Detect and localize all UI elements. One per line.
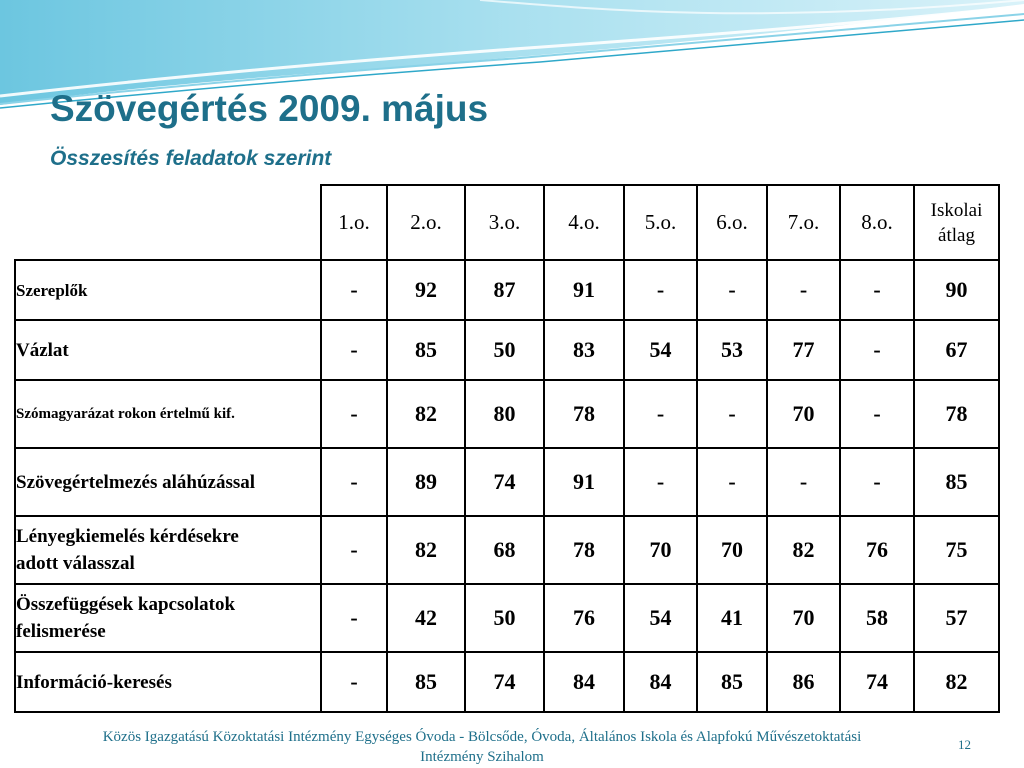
average-cell: 85 xyxy=(914,448,999,516)
table-cell: 84 xyxy=(544,652,624,712)
table-cell: 70 xyxy=(767,380,840,448)
col-header: 5.o. xyxy=(624,185,697,260)
row-label-line: Szómagyarázat rokon értelmű kif. xyxy=(16,405,235,422)
table-cell: - xyxy=(840,320,914,380)
table-cell: 84 xyxy=(624,652,697,712)
table-cell: - xyxy=(767,260,840,320)
table-cell: 78 xyxy=(544,516,624,584)
table-cell: 54 xyxy=(624,320,697,380)
table-row xyxy=(15,380,999,448)
row-label xyxy=(15,652,321,712)
table-cell: - xyxy=(321,516,387,584)
table-cell: 74 xyxy=(840,652,914,712)
row-label-line: Lényegkiemelés kérdésekre xyxy=(16,526,239,547)
average-cell: 57 xyxy=(914,584,999,652)
table-cell: - xyxy=(321,448,387,516)
table-cell: 50 xyxy=(465,584,544,652)
table-cell: 50 xyxy=(465,320,544,380)
col-header: 1.o. xyxy=(321,185,387,260)
table-cell: 42 xyxy=(387,584,465,652)
col-header: 8.o. xyxy=(840,185,914,260)
table-cell: - xyxy=(840,448,914,516)
table-corner-cell xyxy=(15,185,321,260)
table-cell: - xyxy=(767,448,840,516)
table-row xyxy=(15,584,999,652)
table-row xyxy=(15,448,999,516)
average-cell: 82 xyxy=(914,652,999,712)
table-cell: - xyxy=(697,260,767,320)
table-header-row xyxy=(15,185,999,260)
table-cell: 77 xyxy=(767,320,840,380)
row-label-line: Összefüggések kapcsolatok xyxy=(16,594,236,615)
table-cell: 80 xyxy=(465,380,544,448)
row-label xyxy=(15,584,321,652)
page-subtitle: Összesítés feladatok szerint xyxy=(50,147,332,170)
table-cell: 85 xyxy=(697,652,767,712)
table-cell: - xyxy=(840,260,914,320)
table-row xyxy=(15,516,999,584)
table-row xyxy=(15,320,999,380)
table-cell: - xyxy=(697,448,767,516)
row-label xyxy=(15,320,321,380)
row-label-line: Szövegértelmezés aláhúzással xyxy=(16,471,256,493)
col-header: 3.o. xyxy=(465,185,544,260)
col-header: 4.o. xyxy=(544,185,624,260)
table-cell: 70 xyxy=(767,584,840,652)
footer-line: Közös Igazgatású Közoktatási Intézmény Egységes Óvoda - Bölcsőde, Óvoda, Általános Iskola és Alapfokú Művészetoktatási xyxy=(102,729,862,745)
footer-institution xyxy=(10,727,954,767)
table-cell: 70 xyxy=(697,516,767,584)
table-cell: - xyxy=(321,320,387,380)
col-header: 6.o. xyxy=(697,185,767,260)
col-header-average xyxy=(914,185,999,260)
row-label-line: Szereplők xyxy=(16,280,88,300)
table-row xyxy=(15,260,999,320)
table-cell: - xyxy=(321,380,387,448)
table-cell: 54 xyxy=(624,584,697,652)
table-cell: - xyxy=(624,380,697,448)
table-cell: 82 xyxy=(767,516,840,584)
table-cell: 89 xyxy=(387,448,465,516)
table-cell: - xyxy=(321,584,387,652)
avg-header-line: Iskolai xyxy=(930,199,983,221)
table-cell: - xyxy=(840,380,914,448)
table-cell: - xyxy=(321,652,387,712)
row-label-line: Vázlat xyxy=(16,339,69,361)
footer-line: Intézmény Szihalom xyxy=(420,749,544,765)
table-cell: 87 xyxy=(465,260,544,320)
table-cell: 86 xyxy=(767,652,840,712)
table-cell: 68 xyxy=(465,516,544,584)
row-label xyxy=(15,380,321,448)
table-cell: - xyxy=(624,260,697,320)
average-cell: 78 xyxy=(914,380,999,448)
table-cell: 76 xyxy=(544,584,624,652)
row-label xyxy=(15,516,321,584)
table-cell: 92 xyxy=(387,260,465,320)
col-header: 7.o. xyxy=(767,185,840,260)
table-cell: 53 xyxy=(697,320,767,380)
col-header: 2.o. xyxy=(387,185,465,260)
row-label-line: felismerése xyxy=(16,621,106,642)
table-cell: 74 xyxy=(465,448,544,516)
table-cell: 91 xyxy=(544,448,624,516)
table-cell: 83 xyxy=(544,320,624,380)
table-cell: 91 xyxy=(544,260,624,320)
table-cell: 85 xyxy=(387,320,465,380)
table-row xyxy=(15,652,999,712)
table-cell: - xyxy=(697,380,767,448)
average-cell: 67 xyxy=(914,320,999,380)
row-label xyxy=(15,448,321,516)
table-cell: 41 xyxy=(697,584,767,652)
results-table xyxy=(14,184,1000,713)
table-cell: 58 xyxy=(840,584,914,652)
avg-header-line: átlag xyxy=(938,224,975,246)
table-cell: 82 xyxy=(387,380,465,448)
table-cell: - xyxy=(321,260,387,320)
row-label-line: Információ-keresés xyxy=(16,671,172,693)
row-label-line: adott válasszal xyxy=(16,553,135,574)
average-cell: 90 xyxy=(914,260,999,320)
table-cell: 74 xyxy=(465,652,544,712)
average-cell: 75 xyxy=(914,516,999,584)
table-cell: - xyxy=(624,448,697,516)
table-cell: 82 xyxy=(387,516,465,584)
table-cell: 70 xyxy=(624,516,697,584)
table-cell: 76 xyxy=(840,516,914,584)
row-label xyxy=(15,260,321,320)
page-title: Szövegértés 2009. május xyxy=(50,88,489,129)
table-cell: 78 xyxy=(544,380,624,448)
table-cell: 85 xyxy=(387,652,465,712)
page-number: 12 xyxy=(958,737,971,752)
